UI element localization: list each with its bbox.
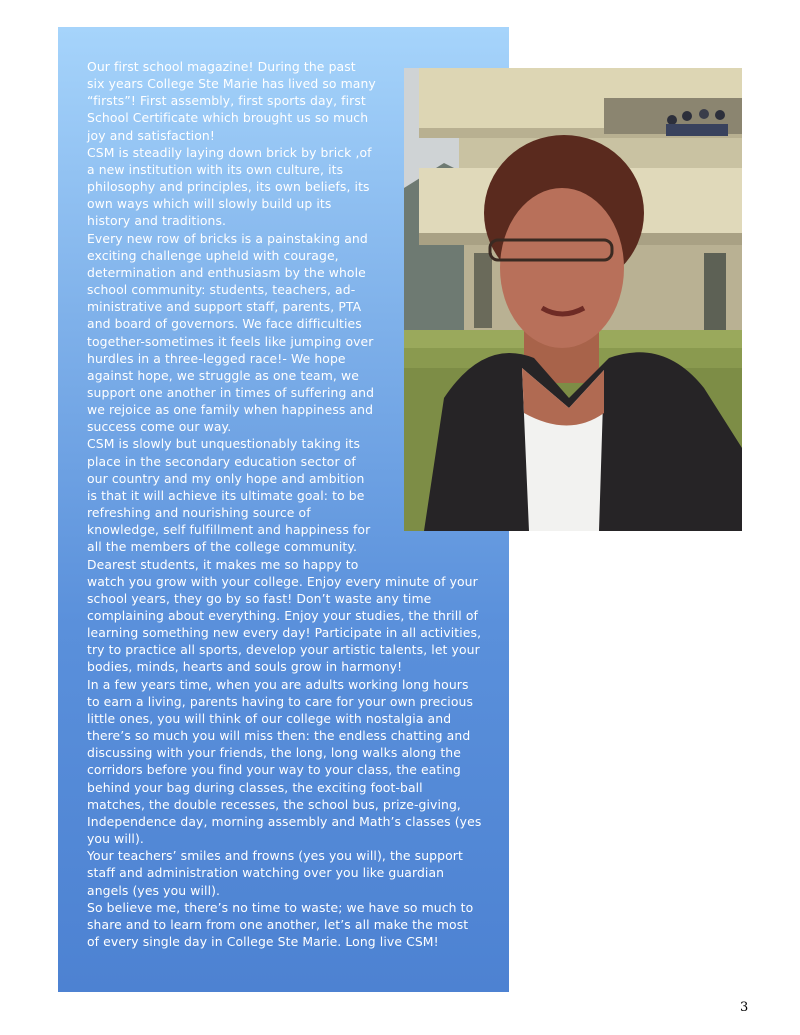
article-line: Dearest students, it makes me so happy to	[87, 556, 359, 572]
article-line: school community: students, teachers, ad-	[87, 282, 356, 298]
article-line: School Certificate which brought us so much	[87, 110, 369, 126]
article-line: together-sometimes it feels like jumping over	[87, 333, 374, 349]
article-line: determination and enthusiasm by the whole	[87, 264, 366, 280]
article-line: Our first school magazine! During the past	[87, 59, 356, 74]
article-line: to earn a living, parents having to care for your own precious	[87, 693, 474, 709]
article-line: success come our way.	[87, 419, 232, 435]
article-line: a new institution with its own culture, its	[87, 161, 344, 177]
article-line: In a few years time, when you are adults working long hours	[87, 676, 469, 692]
article-line: place in the secondary education sector of	[87, 453, 356, 469]
article-line: all the members of the college community.	[87, 539, 358, 555]
article-line: of every single day in College Ste Marie. Long live CSM!	[87, 933, 439, 949]
article-line: exciting challenge upheld with courage,	[87, 247, 339, 263]
article-line: knowledge, self fulfillment and happiness for	[87, 522, 371, 538]
article-line: six years College Ste Marie has lived so many	[87, 76, 376, 92]
article-line: angels (yes you will).	[87, 882, 221, 898]
article-line: discussing with your friends, the long, long walks along the	[87, 745, 461, 761]
article-line: our country and my only hope and ambition	[87, 470, 365, 486]
article-line: CSM is steadily laying down brick by brick ,of	[87, 144, 372, 160]
article-line: ministrative and support staff, parents, PTA	[87, 299, 362, 315]
article-line: little ones, you will think of our college with nostalgia and	[87, 710, 452, 726]
article-line: school years, they go by so fast! Don’t waste any time	[87, 590, 432, 606]
article-line: refreshing and nourishing source of	[87, 505, 311, 521]
article-line: learning something new every day! Participate in all activities,	[87, 625, 482, 641]
article-line: we rejoice as one family when happiness and	[87, 402, 374, 418]
article-line: matches, the double recesses, the school bus, prize-giving,	[87, 796, 461, 812]
article-line: hurdles in a three-legged race!- We hope	[87, 350, 346, 366]
article-line: is that it will achieve its ultimate goal: to be	[87, 487, 365, 503]
article-line: you will).	[87, 831, 144, 847]
article-line: share and to learn from one another, let’s all make the most	[87, 916, 469, 932]
article-line: try to practice all sports, develop your artistic talents, let your	[87, 642, 480, 658]
article-line: against hope, we struggle as one team, we	[87, 367, 359, 383]
article-line: CSM is slowly but unquestionably taking its	[87, 436, 361, 452]
article-line: philosophy and principles, its own beliefs, its	[87, 179, 370, 195]
article-line: bodies, minds, hearts and souls grow in harmony!	[87, 659, 403, 675]
article-line: history and traditions.	[87, 213, 227, 229]
article-line: Every new row of bricks is a painstaking and	[87, 230, 368, 246]
article-line: staff and administration watching over you like guardian	[87, 865, 445, 881]
article-line: there’s so much you will miss then: the endless chatting and	[87, 728, 471, 744]
article-line: own ways which will slowly build up its	[87, 196, 332, 212]
article-line: complaining about everything. Enjoy your studies, the thrill of	[87, 608, 478, 623]
article-line: Your teachers’ smiles and frowns (yes you will), the support	[87, 848, 463, 864]
page-number: 3	[740, 1000, 749, 1015]
article-line: behind your bag during classes, the exciting foot-ball	[87, 779, 423, 795]
article-line: joy and satisfaction!	[87, 127, 215, 143]
article-line: corridors before you find your way to your class, the eating	[87, 762, 461, 778]
article-line: and board of governors. We face difficulties	[87, 316, 362, 332]
article-line: So believe me, there’s no time to waste; we have so much to	[87, 899, 474, 915]
article-line: support one another in times of suffering and	[87, 384, 375, 400]
article-line: Independence day, morning assembly and Math’s classes (yes	[87, 813, 482, 829]
article-line: watch you grow with your college. Enjoy every minute of your	[87, 573, 478, 589]
article-body	[87, 58, 497, 950]
article-line: “firsts”! First assembly, first sports day, first	[87, 93, 366, 109]
